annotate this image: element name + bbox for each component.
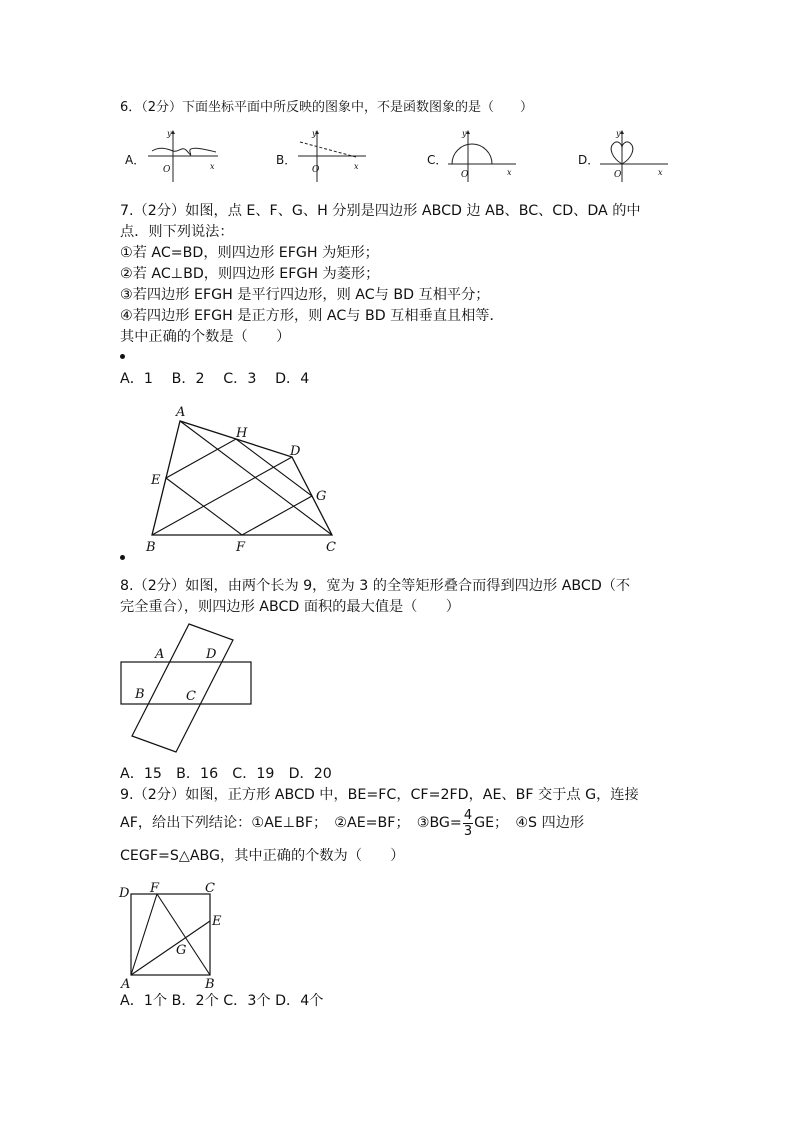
q7-label-a: A [176, 405, 186, 420]
q9-label-a: A [121, 977, 131, 992]
q6-graph-a [140, 124, 230, 184]
q7-figure-quadrilateral [140, 400, 350, 555]
q9-choices: A．1个 B．2个 C．3个 D．4个 [120, 993, 324, 1009]
q7-label-e: E [151, 473, 161, 488]
q7-label-d: D [290, 444, 301, 459]
q9-fraction-denominator: 3 [463, 823, 473, 839]
q8-figure-rectangles [115, 618, 260, 758]
q8-label-a: A [155, 647, 165, 662]
q6-c-origin: O [461, 170, 469, 180]
q7-line1: 7.（2分）如图，点 E、F、G、H 分别是四边形 ABCD 边 AB、BC、CD、DA 的中 [120, 203, 641, 219]
q6-d-x-label: x [658, 168, 663, 177]
q6-c-x-label: x [507, 168, 512, 177]
q7-label-f: F [236, 540, 246, 555]
q6-option-b-label: B． [276, 153, 297, 167]
q6-c-y-label: y [462, 129, 467, 138]
q6-b-y-label: y [312, 129, 317, 138]
q9-figure-square [115, 880, 225, 992]
q7-question: 其中正确的个数是（ ） [120, 329, 291, 345]
q9-fraction [463, 808, 473, 839]
q7-statement-3: ③若四边形 EFGH 是平行四边形，则 AC与 BD 互相平分； [120, 287, 490, 303]
q9-label-e: E [212, 914, 222, 929]
q6-graph-c [440, 124, 530, 184]
q9-label-g: G [176, 943, 187, 958]
q8-line2: 完全重合），则四边形 ABCD 面积的最大值是（ ） [120, 599, 460, 615]
q9-label-c: C [205, 881, 215, 896]
q8-label-c: C [186, 689, 196, 704]
q9-line3: CEGF=S△ABG，其中正确的个数为（ ） [120, 848, 405, 864]
q6-b-origin: O [312, 165, 320, 175]
q8-label-b: B [135, 687, 145, 702]
q7-statement-2: ②若 AC⊥BD，则四边形 EFGH 为菱形； [120, 266, 380, 282]
q6-graph-b [290, 124, 380, 184]
q7-statement-4: ④若四边形 EFGH 是正方形，则 AC与 BD 互相垂直且相等． [120, 308, 504, 324]
q8-choices: A．15 B．16 C．19 D．20 [120, 766, 332, 782]
q9-line2-text-b: GE； ④S 四边形 [474, 815, 585, 831]
q7-label-b: B [146, 540, 156, 555]
q7-choices: A．1 B．2 C．3 D．4 [120, 371, 310, 387]
bullet-dot [120, 354, 125, 359]
q6-option-c-label: C． [427, 153, 448, 167]
q9-line2-text-a: AF，给出下列结论：①AE⊥BF； ②AE=BF； ③BG= [120, 815, 462, 831]
q6-b-x-label: x [354, 162, 359, 171]
bullet-dot [120, 555, 125, 560]
q9-label-b: B [205, 977, 215, 992]
q9-label-d: D [119, 886, 130, 901]
q6-d-origin: O [614, 170, 622, 180]
q6-a-origin: O [163, 165, 171, 175]
q7-label-g: G [316, 489, 327, 504]
q9-line1: 9.（2分）如图，正方形 ABCD 中，BE=FC，CF=2FD，AE、BF 交于点 G，连接 [120, 787, 639, 803]
q7-line2: 点．则下列说法： [120, 224, 234, 240]
q6-stem: 6．（2分）下面坐标平面中所反映的图象中，不是函数图象的是（ ） [120, 100, 534, 115]
q6-graph-d [592, 124, 682, 184]
q6-d-y-label: y [616, 129, 621, 138]
q7-label-h: H [236, 426, 248, 441]
q7-statement-1: ①若 AC=BD，则四边形 EFGH 为矩形； [120, 245, 379, 261]
q9-label-f: F [150, 881, 160, 896]
q7-label-c: C [326, 540, 336, 555]
q8-line1: 8.（2分）如图，由两个长为 9，宽为 3 的全等矩形叠合而得到四边形 ABCD（不 [120, 578, 631, 594]
q8-label-d: D [206, 647, 217, 662]
q9-fraction-numerator: 4 [463, 807, 473, 823]
q6-a-x-label: x [210, 162, 215, 171]
q6-option-a-label: A． [125, 153, 146, 167]
q6-a-y-label: y [167, 129, 172, 138]
q9-line2 [120, 804, 584, 842]
q6-option-d-label: D． [578, 153, 600, 167]
